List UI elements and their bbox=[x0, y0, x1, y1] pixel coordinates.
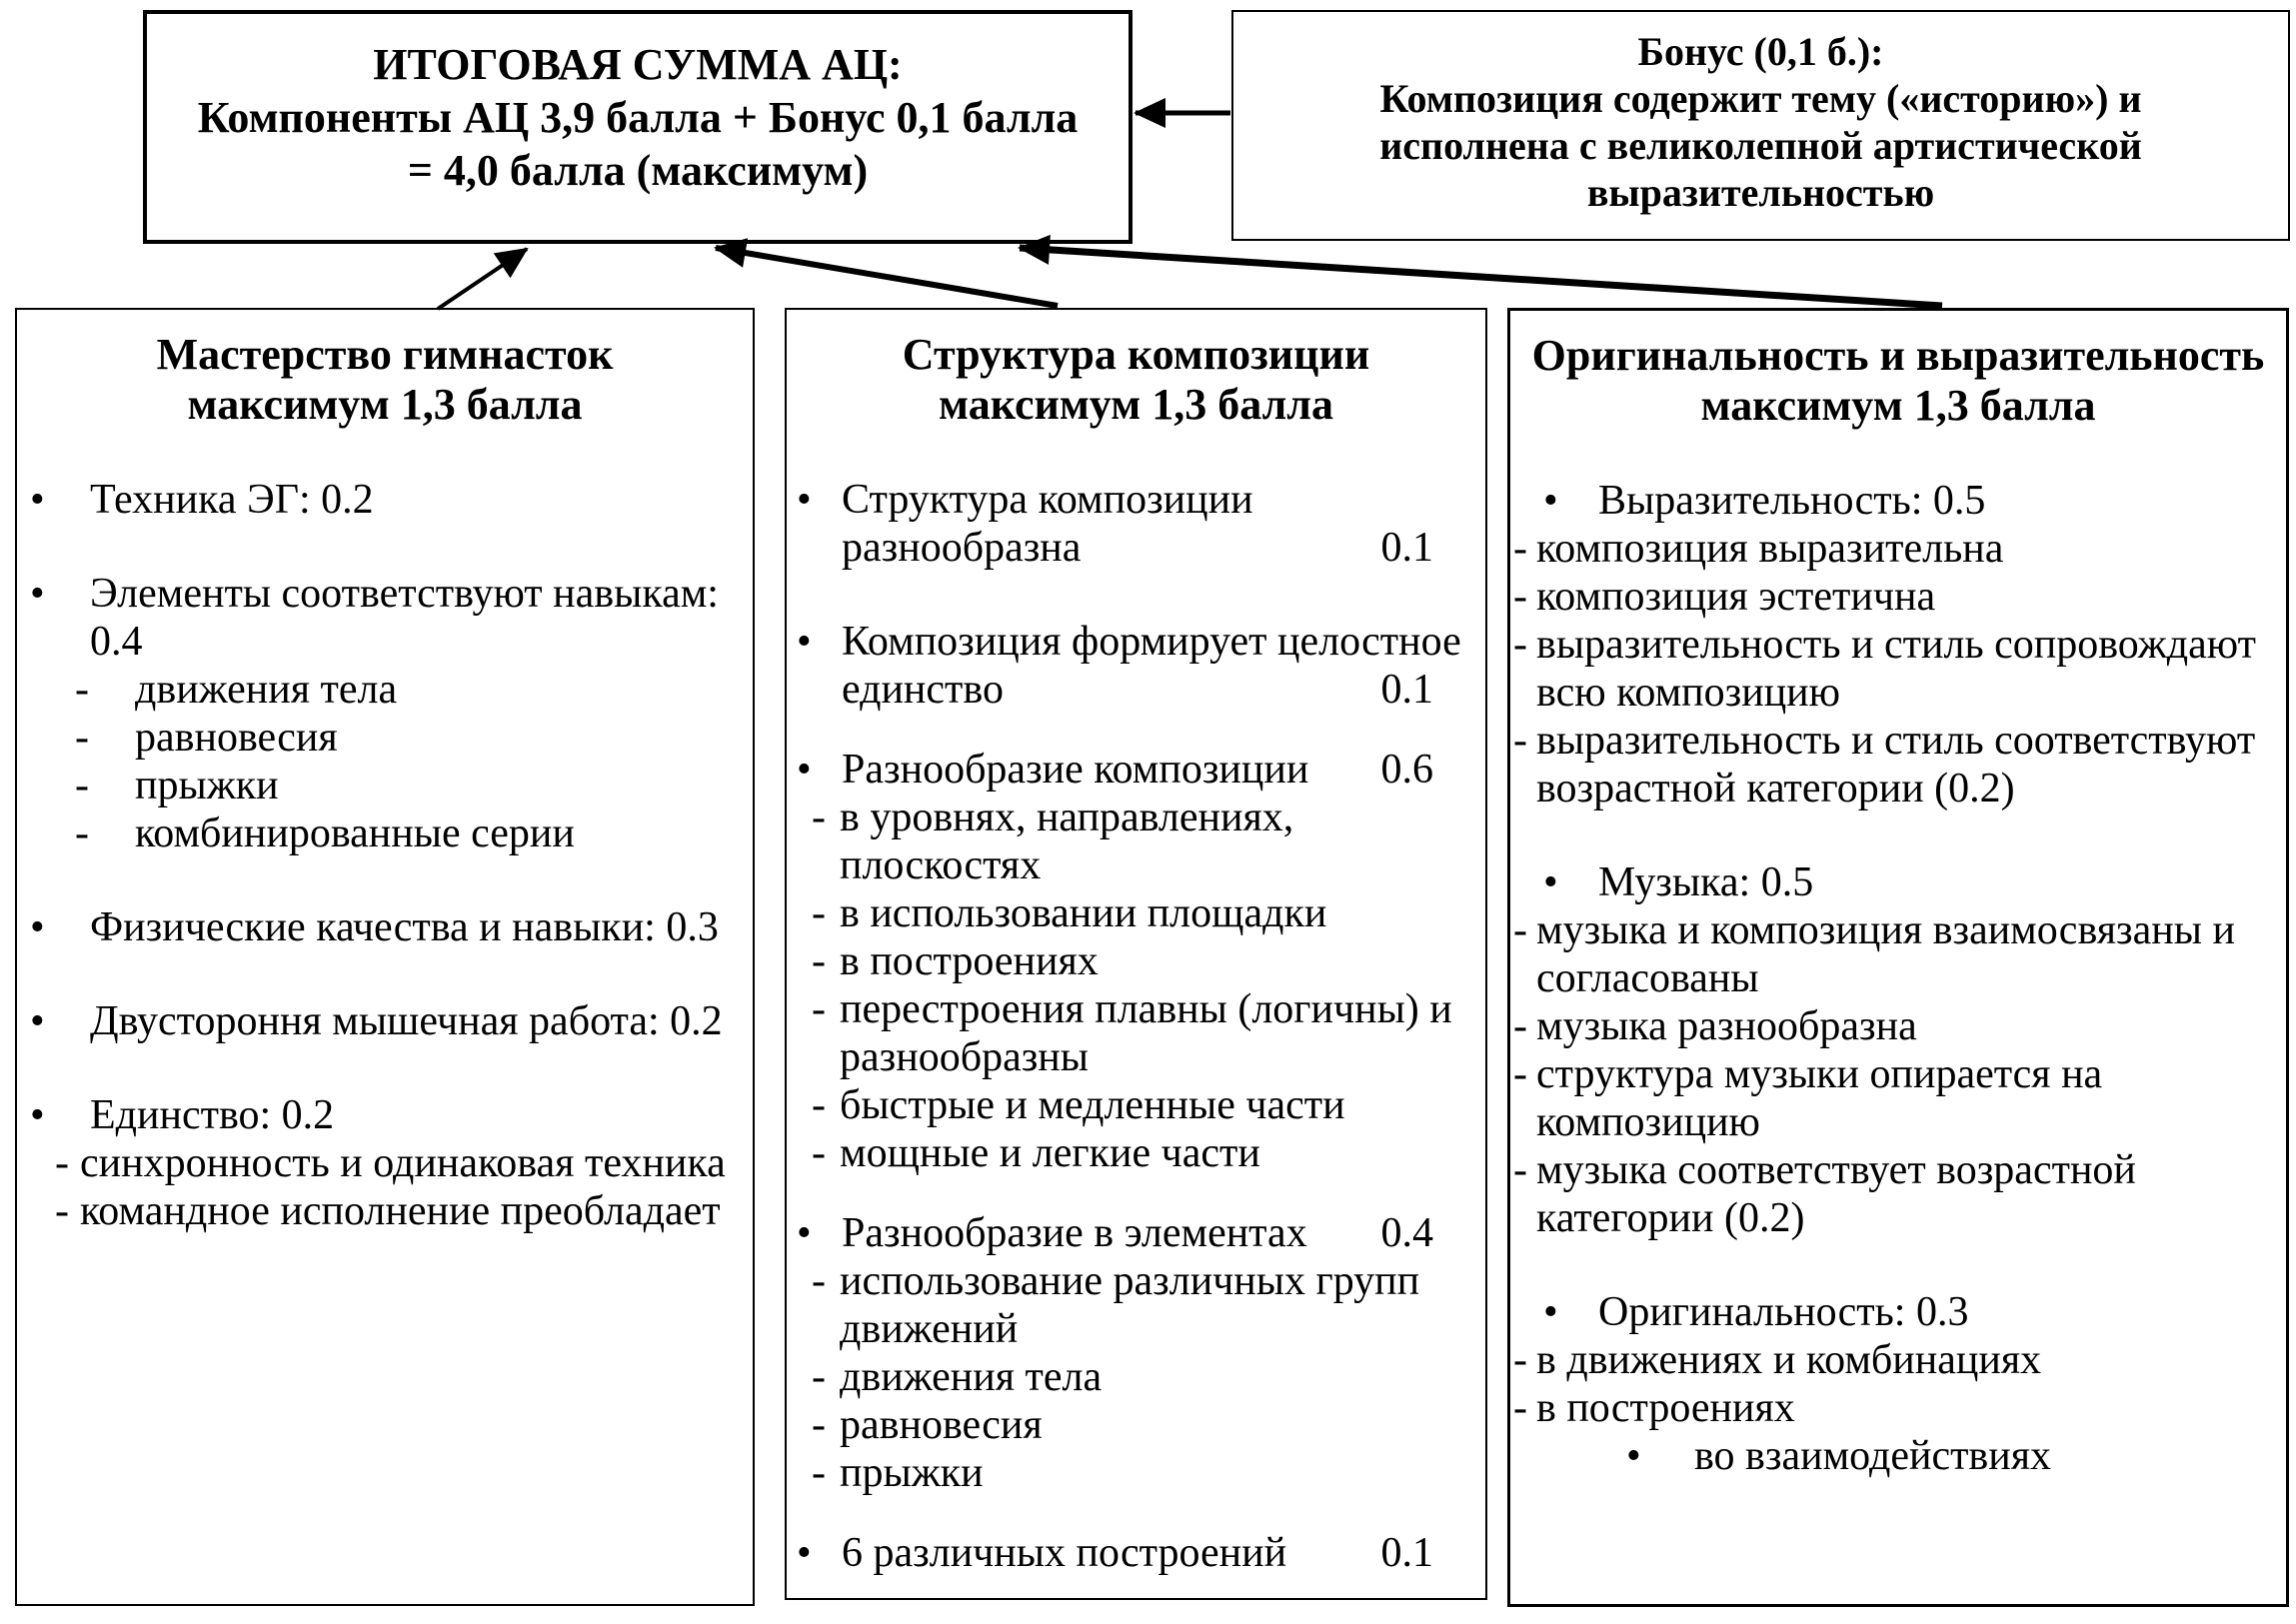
item-line bbox=[1510, 717, 2286, 765]
dash-icon: - bbox=[812, 795, 826, 840]
dash-icon: - bbox=[1513, 1337, 1527, 1383]
item-text: в построениях bbox=[840, 938, 1099, 984]
bullet-icon: • bbox=[30, 1092, 45, 1138]
bullet-icon: • bbox=[797, 747, 812, 793]
bullet-item bbox=[787, 618, 1485, 714]
item-line bbox=[1510, 1146, 2286, 1194]
bullet-icon: • bbox=[1543, 478, 1558, 524]
column-title-line: максимум 1,3 балла bbox=[1700, 381, 2096, 430]
dash-icon: - bbox=[812, 938, 826, 984]
dash-item bbox=[17, 714, 753, 762]
dash-icon: - bbox=[1513, 1147, 1527, 1193]
item-line bbox=[787, 1257, 1485, 1305]
item-line bbox=[17, 618, 753, 666]
dash-item bbox=[787, 985, 1485, 1081]
column-mastery bbox=[15, 308, 755, 1606]
item-line bbox=[17, 1139, 753, 1187]
bullet-icon: • bbox=[30, 477, 45, 523]
item-text: в использовании площадки bbox=[840, 890, 1327, 936]
item-line bbox=[787, 1129, 1485, 1177]
item-line bbox=[17, 762, 753, 810]
dash-item bbox=[1510, 573, 2286, 621]
bullet-icon: • bbox=[1543, 859, 1558, 905]
item-line bbox=[1510, 525, 2286, 573]
item-line bbox=[1510, 1432, 2286, 1480]
item-text: согласованы bbox=[1536, 955, 1759, 1001]
dash-icon: - bbox=[1513, 1385, 1527, 1431]
item-line bbox=[787, 1081, 1485, 1129]
bullet-icon: • bbox=[1626, 1433, 1641, 1479]
item-text: в построениях bbox=[1536, 1385, 1795, 1431]
column-title-line: максимум 1,3 балла bbox=[939, 380, 1333, 429]
dash-icon: - bbox=[812, 1130, 826, 1176]
item-line bbox=[787, 666, 1485, 714]
total-sum-box bbox=[143, 10, 1133, 244]
dash-item bbox=[1510, 717, 2286, 812]
item-text: Физические качества и навыки: 0.3 bbox=[90, 904, 719, 950]
item-text: командное исполнение преобладает bbox=[80, 1188, 721, 1234]
item-line bbox=[1510, 669, 2286, 717]
bonus-line: выразительностью bbox=[1586, 170, 1935, 215]
item-line bbox=[787, 1305, 1485, 1353]
item-text: комбинированные серии bbox=[135, 811, 575, 856]
item-line bbox=[787, 1401, 1485, 1449]
dash-icon: - bbox=[1513, 1051, 1527, 1097]
item-text: плоскостях bbox=[840, 842, 1042, 888]
item-text: выразительность и стиль соответствуют bbox=[1536, 718, 2256, 764]
item-text: композиция эстетична bbox=[1536, 574, 1936, 620]
column-title bbox=[17, 310, 753, 430]
bullet-icon: • bbox=[797, 477, 812, 523]
item-text: во взаимодействиях bbox=[1694, 1433, 2052, 1479]
item-line bbox=[787, 889, 1485, 937]
dash-icon: - bbox=[75, 667, 89, 713]
dash-icon: - bbox=[812, 1258, 826, 1304]
item-line bbox=[17, 666, 753, 714]
arrow-originality-to-total bbox=[1020, 248, 1942, 306]
score-value: 0.4 bbox=[1380, 1210, 1433, 1256]
item-line bbox=[787, 524, 1485, 572]
dash-icon: - bbox=[1513, 526, 1527, 572]
dash-item bbox=[787, 1129, 1485, 1177]
item-line bbox=[17, 476, 753, 524]
item-text: Разнообразие композиции bbox=[842, 747, 1309, 793]
dash-item bbox=[17, 1187, 753, 1235]
dash-item bbox=[787, 1449, 1485, 1497]
dash-item bbox=[1510, 1050, 2286, 1146]
bullet-item bbox=[787, 1209, 1485, 1257]
column-title-line: максимум 1,3 балла bbox=[187, 380, 583, 429]
dash-item bbox=[1510, 906, 2286, 1002]
column-title-line: Структура композиции bbox=[902, 330, 1370, 379]
bullet-icon: • bbox=[1543, 1289, 1558, 1335]
item-text: Выразительность: 0.5 bbox=[1598, 478, 1986, 524]
bullet-icon: • bbox=[797, 1210, 812, 1256]
item-line bbox=[17, 570, 753, 618]
item-line bbox=[1510, 1194, 2286, 1242]
item-line bbox=[17, 997, 753, 1045]
dash-icon: - bbox=[1513, 574, 1527, 620]
item-text: Элементы соответствуют навыкам: bbox=[90, 571, 719, 617]
arrow-structure-to-total bbox=[716, 248, 1058, 306]
item-line bbox=[787, 618, 1485, 666]
dash-item bbox=[787, 794, 1485, 889]
item-text: музыка и композиция взаимосвязаны и bbox=[1536, 907, 2235, 953]
item-text: Композиция формирует целостное bbox=[842, 619, 1461, 665]
item-text: всю композицию bbox=[1536, 670, 1841, 716]
column-structure bbox=[785, 308, 1487, 1600]
bullet-icon: • bbox=[797, 1530, 812, 1576]
item-text: в движениях и комбинациях bbox=[1536, 1337, 2042, 1383]
dash-item bbox=[17, 666, 753, 714]
item-text: Оригинальность: 0.3 bbox=[1598, 1289, 1969, 1335]
item-line bbox=[787, 1449, 1485, 1497]
item-text: возрастной категории (0.2) bbox=[1536, 766, 2015, 812]
dash-icon: - bbox=[1513, 718, 1527, 764]
column-items bbox=[17, 476, 753, 1235]
bullet-item bbox=[17, 903, 753, 951]
dash-item bbox=[787, 1401, 1485, 1449]
dash-icon: - bbox=[812, 1450, 826, 1496]
item-line bbox=[787, 1033, 1485, 1081]
bullet-item bbox=[787, 1529, 1485, 1577]
item-line bbox=[1510, 1050, 2286, 1098]
dash-icon: - bbox=[1513, 1003, 1527, 1049]
dash-item bbox=[787, 1081, 1485, 1129]
item-text: категории (0.2) bbox=[1536, 1195, 1805, 1241]
bullet-item bbox=[17, 997, 753, 1045]
arrow-mastery-to-total bbox=[438, 249, 527, 309]
item-text: равновесия bbox=[135, 715, 338, 761]
item-text: выразительность и стиль сопровождают bbox=[1536, 622, 2256, 668]
dash-item bbox=[1510, 525, 2286, 573]
column-title-line: Оригинальность и выразительность bbox=[1531, 331, 2265, 380]
item-line bbox=[787, 985, 1485, 1033]
item-line bbox=[1510, 1288, 2286, 1336]
item-text: 6 различных построений bbox=[842, 1530, 1287, 1576]
column-originality bbox=[1507, 308, 2289, 1607]
item-line bbox=[787, 1209, 1485, 1257]
total-sum-line: ИТОГОВАЯ СУММА АЦ: bbox=[373, 40, 903, 89]
item-text: разнообразна bbox=[842, 525, 1082, 571]
item-line bbox=[17, 810, 753, 857]
item-text: структура музыки опирается на bbox=[1536, 1051, 2103, 1097]
item-line bbox=[1510, 573, 2286, 621]
item-line bbox=[787, 746, 1485, 794]
bullet-item bbox=[17, 476, 753, 524]
score-value: 0.6 bbox=[1380, 747, 1433, 793]
dash-item bbox=[787, 1257, 1485, 1353]
item-line bbox=[787, 794, 1485, 841]
bullet-item bbox=[1510, 1288, 2286, 1336]
bullet-icon: • bbox=[30, 571, 45, 617]
bullet-item bbox=[787, 476, 1485, 572]
item-line bbox=[787, 1529, 1485, 1577]
item-text: Структура композиции bbox=[842, 477, 1253, 523]
item-text: Двустороння мышечная работа: 0.2 bbox=[90, 998, 723, 1044]
dash-icon: - bbox=[1513, 907, 1527, 953]
bullet-item bbox=[17, 570, 753, 666]
item-text: Техника ЭГ: 0.2 bbox=[90, 477, 374, 523]
score-value: 0.1 bbox=[1380, 525, 1433, 571]
dash-item bbox=[17, 1139, 753, 1187]
bullet-icon: • bbox=[797, 619, 812, 665]
item-line bbox=[17, 714, 753, 762]
dash-item bbox=[17, 810, 753, 857]
column-title bbox=[787, 310, 1485, 430]
item-line bbox=[1510, 765, 2286, 812]
item-line bbox=[1510, 906, 2286, 954]
item-line bbox=[1510, 1384, 2286, 1432]
item-text: композиция выразительна bbox=[1536, 526, 2004, 572]
item-text: движения тела bbox=[840, 1354, 1103, 1400]
dash-icon: - bbox=[75, 715, 89, 761]
dash-icon: - bbox=[812, 986, 826, 1032]
dash-icon: - bbox=[812, 1354, 826, 1400]
dash-item bbox=[1510, 1384, 2286, 1432]
dash-item bbox=[787, 889, 1485, 937]
item-text: перестроения плавны (логичны) и bbox=[840, 986, 1452, 1032]
bonus-line: Бонус (0,1 б.): bbox=[1637, 29, 1884, 74]
bullet-item bbox=[1510, 477, 2286, 525]
total-sum-line: = 4,0 балла (максимум) bbox=[407, 146, 869, 195]
dash-icon: - bbox=[55, 1188, 69, 1234]
item-line bbox=[1510, 477, 2286, 525]
item-text: единство bbox=[842, 667, 1004, 713]
score-value: 0.1 bbox=[1380, 667, 1433, 713]
item-text: музыка разнообразна bbox=[1536, 1003, 1917, 1049]
dash-item bbox=[17, 762, 753, 810]
column-items bbox=[787, 476, 1485, 1577]
bullet-item bbox=[17, 1091, 753, 1139]
item-text: Единство: 0.2 bbox=[90, 1092, 335, 1138]
item-text: Музыка: 0.5 bbox=[1598, 859, 1814, 905]
item-text: быстрые и медленные части bbox=[840, 1082, 1345, 1128]
column-items bbox=[1510, 477, 2286, 1480]
dash-icon: - bbox=[75, 763, 89, 809]
item-line bbox=[787, 1353, 1485, 1401]
item-line bbox=[1510, 858, 2286, 906]
bullet-item bbox=[1510, 1432, 2286, 1480]
bullet-item bbox=[1510, 858, 2286, 906]
dash-icon: - bbox=[1513, 622, 1527, 668]
dash-item bbox=[1510, 1002, 2286, 1050]
item-text: движения тела bbox=[135, 667, 398, 713]
item-line bbox=[787, 476, 1485, 524]
item-text: композицию bbox=[1536, 1099, 1760, 1145]
dash-icon: - bbox=[812, 1082, 826, 1128]
score-value: 0.1 bbox=[1380, 1530, 1433, 1576]
item-line bbox=[1510, 621, 2286, 669]
item-text: использование различных групп bbox=[840, 1258, 1420, 1304]
item-text: прыжки bbox=[135, 763, 279, 809]
item-text: прыжки bbox=[840, 1450, 984, 1496]
bullet-icon: • bbox=[30, 998, 45, 1044]
item-line bbox=[17, 1091, 753, 1139]
item-text: Разнообразие в элементах bbox=[842, 1210, 1307, 1256]
bonus-line: Композиция содержит тему («историю») и bbox=[1379, 76, 2142, 121]
dash-item bbox=[1510, 1146, 2286, 1242]
bonus-line: исполнена с великолепной артистической bbox=[1379, 123, 2142, 168]
item-line bbox=[787, 937, 1485, 985]
dash-icon: - bbox=[75, 811, 89, 856]
dash-icon: - bbox=[55, 1140, 69, 1186]
dash-icon: - bbox=[812, 890, 826, 936]
item-line bbox=[1510, 1336, 2286, 1384]
dash-item bbox=[1510, 621, 2286, 717]
item-line bbox=[17, 1187, 753, 1235]
item-text: синхронность и одинаковая техника bbox=[80, 1140, 726, 1186]
item-text: мощные и легкие части bbox=[840, 1130, 1260, 1176]
column-title bbox=[1510, 311, 2286, 431]
item-text: разнообразны bbox=[840, 1034, 1090, 1080]
item-text: движений bbox=[840, 1306, 1019, 1352]
item-text: музыка соответствует возрастной bbox=[1536, 1147, 2136, 1193]
column-title-line: Мастерство гимнасток bbox=[156, 330, 614, 379]
item-text: равновесия bbox=[840, 1402, 1043, 1448]
item-line bbox=[1510, 954, 2286, 1002]
item-line bbox=[1510, 1002, 2286, 1050]
item-text: в уровнях, направлениях, bbox=[840, 795, 1294, 840]
dash-item bbox=[787, 1353, 1485, 1401]
bullet-item bbox=[787, 746, 1485, 794]
item-text: 0.4 bbox=[90, 619, 143, 665]
item-line bbox=[787, 841, 1485, 889]
bullet-icon: • bbox=[30, 904, 45, 950]
bonus-box bbox=[1231, 10, 2290, 241]
total-sum-line: Компоненты АЦ 3,9 балла + Бонус 0,1 балла bbox=[197, 93, 1079, 142]
dash-item bbox=[1510, 1336, 2286, 1384]
dash-icon: - bbox=[812, 1402, 826, 1448]
item-line bbox=[1510, 1098, 2286, 1146]
item-line bbox=[17, 903, 753, 951]
dash-item bbox=[787, 937, 1485, 985]
